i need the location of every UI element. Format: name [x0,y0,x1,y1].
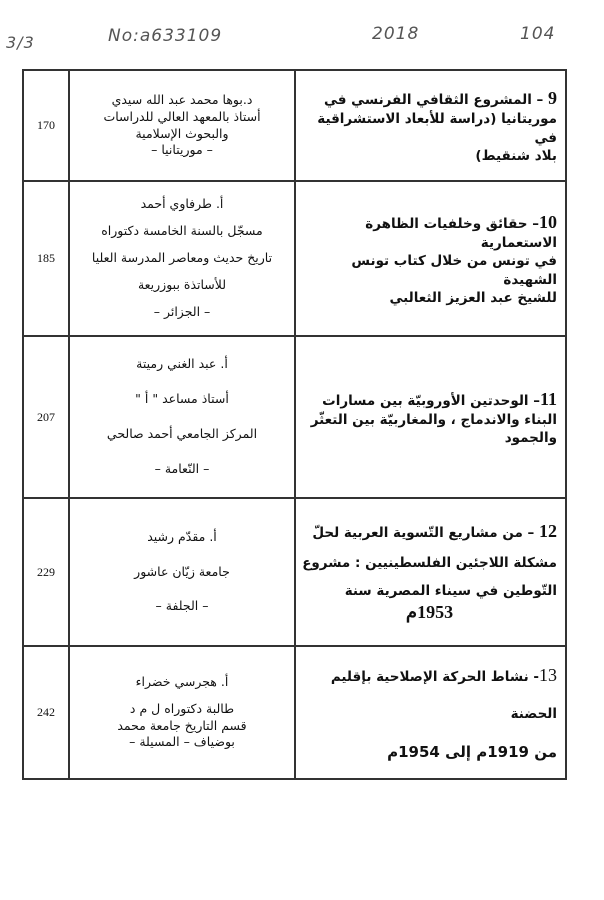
author-cell [69,336,295,498]
author-name: أ. عبد الغني رميتة [136,356,228,372]
author-name: أ. هجرسي خضراء [135,673,229,689]
title-line: الوحدتين الأوروبيّة بين مسارات [322,392,529,409]
page-number-cell: 185 [23,181,69,336]
author-cell [69,498,295,646]
title-number: 12 [539,521,557,542]
author-line: والبحوث الإسلامية [135,125,229,141]
title-cell: 9 – المشروع الثقافي الفرنسي في موريتانيا (دراسة للأبعاد الاستشراقية في بلاد شنقيط) [295,70,566,181]
title-line: مشكلة اللاجئين الفلسطينيين : مشروع [302,554,557,571]
author-name: د.بوها محمد عبد الله سيدي [111,91,253,107]
title-line: التّوطين في سيناء المصرية سنة [344,583,557,599]
title-line: من مشاريع التّسوية العربية لحلّ [312,525,523,542]
author-line: بوضياف – المسيلة – [129,734,235,750]
title-line: 1953م [405,602,454,623]
table-row [23,336,566,498]
author-line: – موريتانيا – [151,142,213,158]
title-line: موريتانيا (دراسة للأبعاد الاستشراقية في [317,111,557,146]
author-line: أستاذ بالمعهد العالي للدراسات [103,108,261,124]
author-name: أ. مقدّم رشيد [147,528,217,544]
page-number-mark: 104 [520,24,556,44]
author-cell [69,181,295,336]
title-line: نشاط الحركة الإصلاحية بإقليم [330,669,529,686]
title-cell: 10– حقائق وخلفيات الظاهرة الاستعمارية في تونس من خلال كتاب تونس الشهيدة للشيخ عبد العزيز الثعالبي [295,181,566,336]
page-number-cell: 229 [23,498,69,646]
author-line: طالبة دكتوراه ل م د [129,700,235,716]
author-line: المركز الجامعي أحمد صالحي [106,426,258,441]
year-mark: 2018 [372,24,420,44]
author-line: – الجزائر – [153,303,211,319]
author-line: مسجّل بالسنة الخامسة دكتوراه [101,223,263,239]
author-name: أ. طرفاوي أحمد [140,196,224,212]
author-line: أستاذ مساعد " أ " [135,391,229,407]
table-row [23,181,566,336]
title-line: والجمود [504,430,557,447]
author-cell [69,70,295,181]
title-line: في تونس من خلال كتاب تونس الشهيدة [351,253,557,288]
title-line: للشيخ عبد العزيز الثعالبي [389,289,557,306]
page-number-cell: 170 [23,70,69,181]
author-line: للأساتذة ببوزريعة [137,276,227,292]
author-cell [69,646,295,779]
table-row [23,498,566,646]
page-number-cell: 242 [23,646,69,779]
author-line: قسم التاريخ جامعة محمد [117,717,247,733]
reference-number: No:a633109 [108,26,223,46]
contents-table [22,69,567,780]
table-row [23,70,566,181]
title-number: 11 [539,388,557,409]
title-cell: 11– الوحدتين الأوروبيّة بين مسارات البناء والاندماج ، والمغاربيّة بين التعثّر والجمود [295,336,566,498]
title-number: 9 [548,88,557,109]
page-mark: 3/3 [6,33,35,52]
title-line: الحضنة [510,706,557,723]
title-cell: 12 – من مشاريع التّسوية العربية لحلّ مشكلة اللاجئين الفلسطينيين : مشروع التّوطين في سيناء المصرية سنة 1953م [295,498,566,646]
title-number: 10 [539,211,557,232]
title-line: المشروع الثقافي الفرنسي في [323,92,532,109]
table-row [23,646,566,779]
author-line: – الجلفة – [155,598,209,614]
author-line: جامعة زيّان عاشور [134,563,230,579]
page-number-cell: 207 [23,336,69,498]
title-cell: 13- نشاط الحركة الإصلاحية بإقليم الحضنة من 1919م إلى 1954م [295,646,566,779]
author-line: تاريخ حديث ومعاصر المدرسة العليا [91,250,273,266]
title-number: 13 [539,665,557,686]
title-line: من 1919م إلى 1954م [387,742,557,761]
title-line: البناء والاندماج ، والمغاربيّة بين التعثّر [310,411,557,428]
title-line: بلاد شنقيط) [475,147,557,164]
title-line: حقائق وخلفيات الظاهرة الاستعمارية [365,215,557,252]
author-line: – النّعامة – [154,460,210,476]
